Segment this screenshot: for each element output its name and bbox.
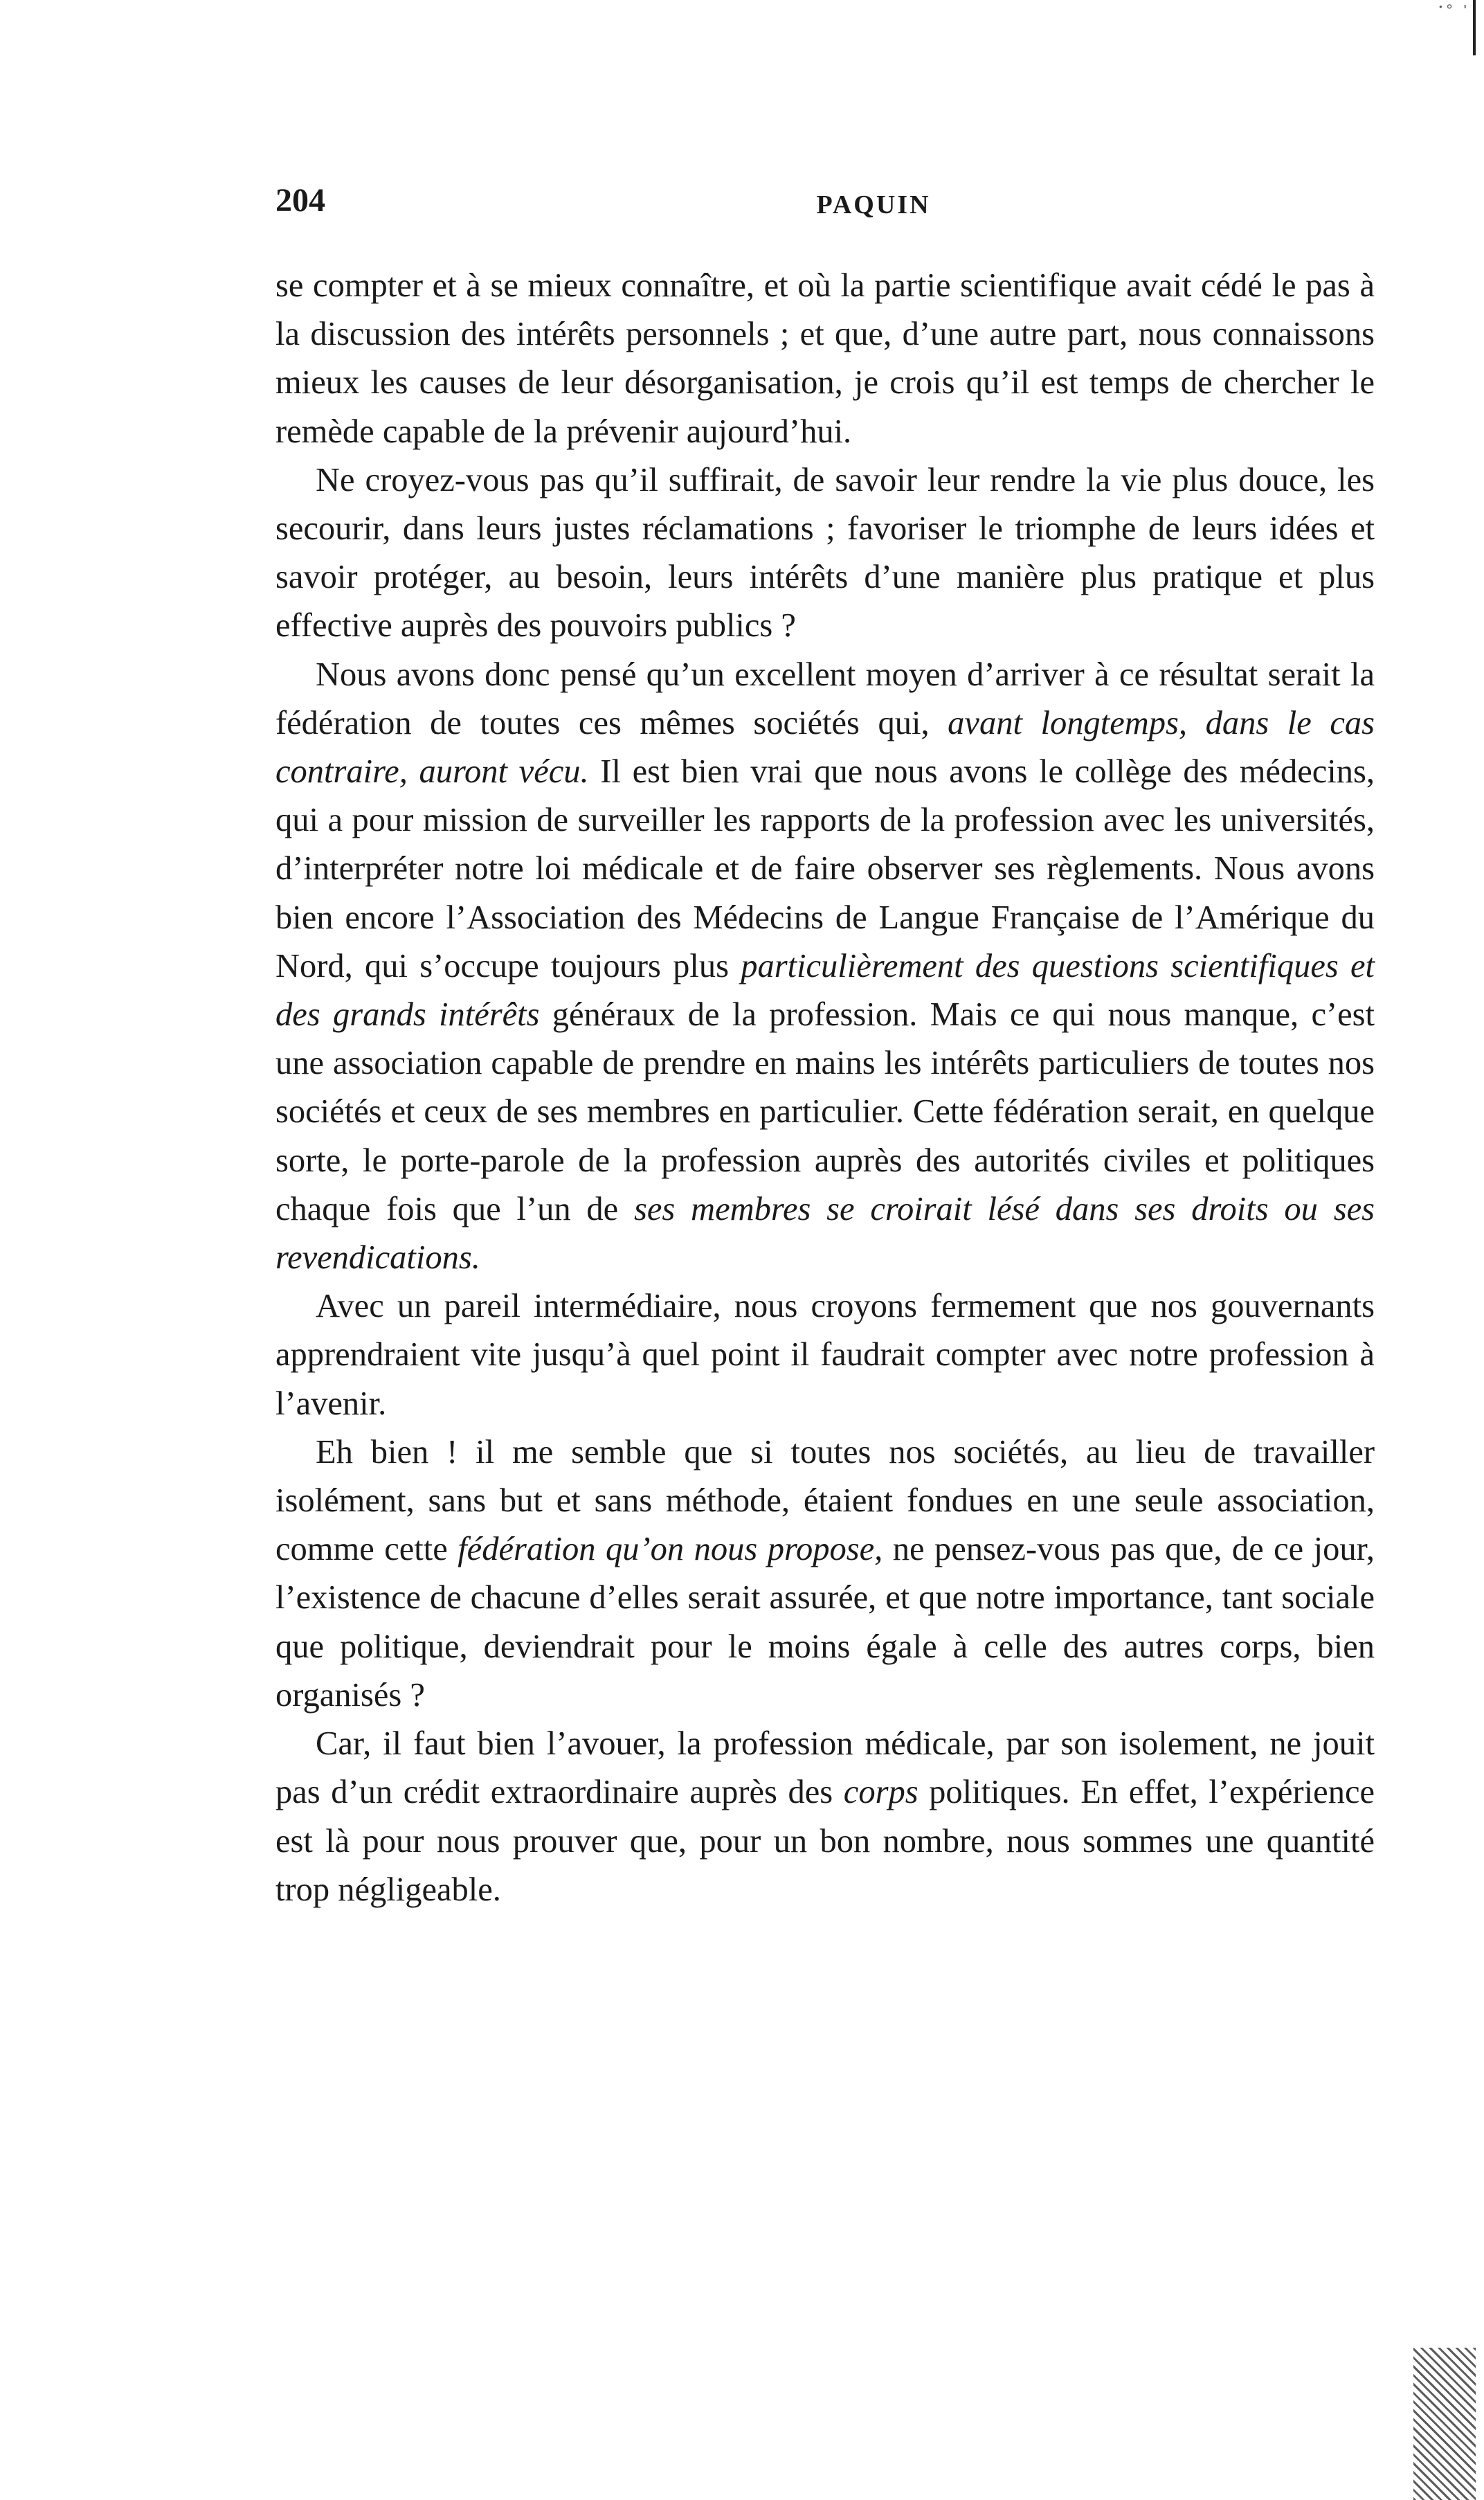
italic-text-segment: corps: [843, 1774, 919, 1811]
text-segment: Nous avons donc pensé qu’un excellent moyen d’arriver à ce résultat serait la fédération de toutes ces mêmes sociétés qui,: [275, 656, 1375, 741]
paragraph: [275, 1428, 1375, 1720]
paragraph: [275, 651, 1375, 1283]
text-segment: Eh bien ! il me semble que si toutes nos sociétés, au lieu de travailler isolément, sans but et sans méthode, étaient fondues en une seule association, comme cette: [275, 1433, 1375, 1568]
paragraph: [275, 1282, 1375, 1428]
text-segment: ne pensez-vous pas que, de ce jour, l’existence de chacune d’elles serait assurée, et que notre importance, tant sociale que politique, deviendrait pour le moins égale à celle des autres corps, bien organisés ?: [275, 1531, 1375, 1714]
text-segment: se compter et à se mieux connaître, et où la partie scientifique avait cédé le pas à la discussion des intérêts personnels ; et que, d’une autre part, nous connaissons mieux les causes de leur désorganisation, je crois qu’il est temps de chercher le remède capable de la prévenir aujourd’hui.: [275, 267, 1375, 450]
text-segment: Il est bien vrai que nous avons le collège des médecins, qui a pour mission de surveiller les rapports de la profession avec les universités, d’interpréter notre loi médicale et de faire observer ses règlements. Nous avons bien encore l’Association des Médecins de Langue Française de l’Amérique du Nord, qui s’occupe toujours plus: [275, 753, 1375, 984]
running-title: PAQUIN: [816, 190, 931, 219]
text-segment: Avec un pareil intermédiaire, nous croyons fermement que nos gouvernants apprendraient vite jusqu’à quel point il faudrait compter avec notre profession à l’avenir.: [275, 1288, 1375, 1422]
body-text: [275, 262, 1375, 1914]
corner-scan-mark: ˙˚ ˈ: [1437, 0, 1470, 25]
page-number: 204: [275, 182, 325, 219]
paragraph: [275, 456, 1375, 651]
italic-text-segment: avant longtemps, dans le cas contraire, auront vécu.: [275, 704, 1375, 791]
italic-text-segment: fédération qu’on nous propose,: [458, 1531, 883, 1568]
italic-text-segment: ses membres se croirait lésé dans ses droits ou ses revendications.: [275, 1190, 1375, 1277]
text-segment: généraux de la profession. Mais ce qui nous manque, c’est une association capable de prendre en mains les intérêts particuliers de toutes nos sociétés et ceux de ses membres en particulier. Cette fédération serait, en quelque sorte, le porte-parole de la profession auprès des autorités civiles et politiques chaque fois que l’un de: [275, 996, 1375, 1227]
text-segment: Ne croyez-vous pas qu’il suffirait, de savoir leur rendre la vie plus douce, les secourir, dans leurs justes réclamations ; favoriser le triomphe de leurs idées et savoir protéger, au besoin, leurs intérêts d’une manière plus pratique et plus effective auprès des pouvoirs publics ?: [275, 461, 1375, 645]
scan-edge-top: [1473, 0, 1476, 55]
page-header: [275, 181, 1375, 230]
paragraph: [275, 1720, 1375, 1914]
italic-text-segment: particulièrement des questions scientifiques et des grands intérêts: [275, 947, 1375, 1034]
paragraph: [275, 262, 1375, 456]
text-segment: Car, il faut bien l’avouer, la profession médicale, par son isolement, ne jouit pas d’un crédit extraordinaire auprès des: [275, 1725, 1375, 1811]
text-segment: politiques. En effet, l’expérience est là pour nous prouver que, pour un bon nombre, nous sommes une quantité trop négligeable.: [275, 1774, 1375, 1908]
scan-edge-bottom: [1413, 2348, 1476, 2500]
